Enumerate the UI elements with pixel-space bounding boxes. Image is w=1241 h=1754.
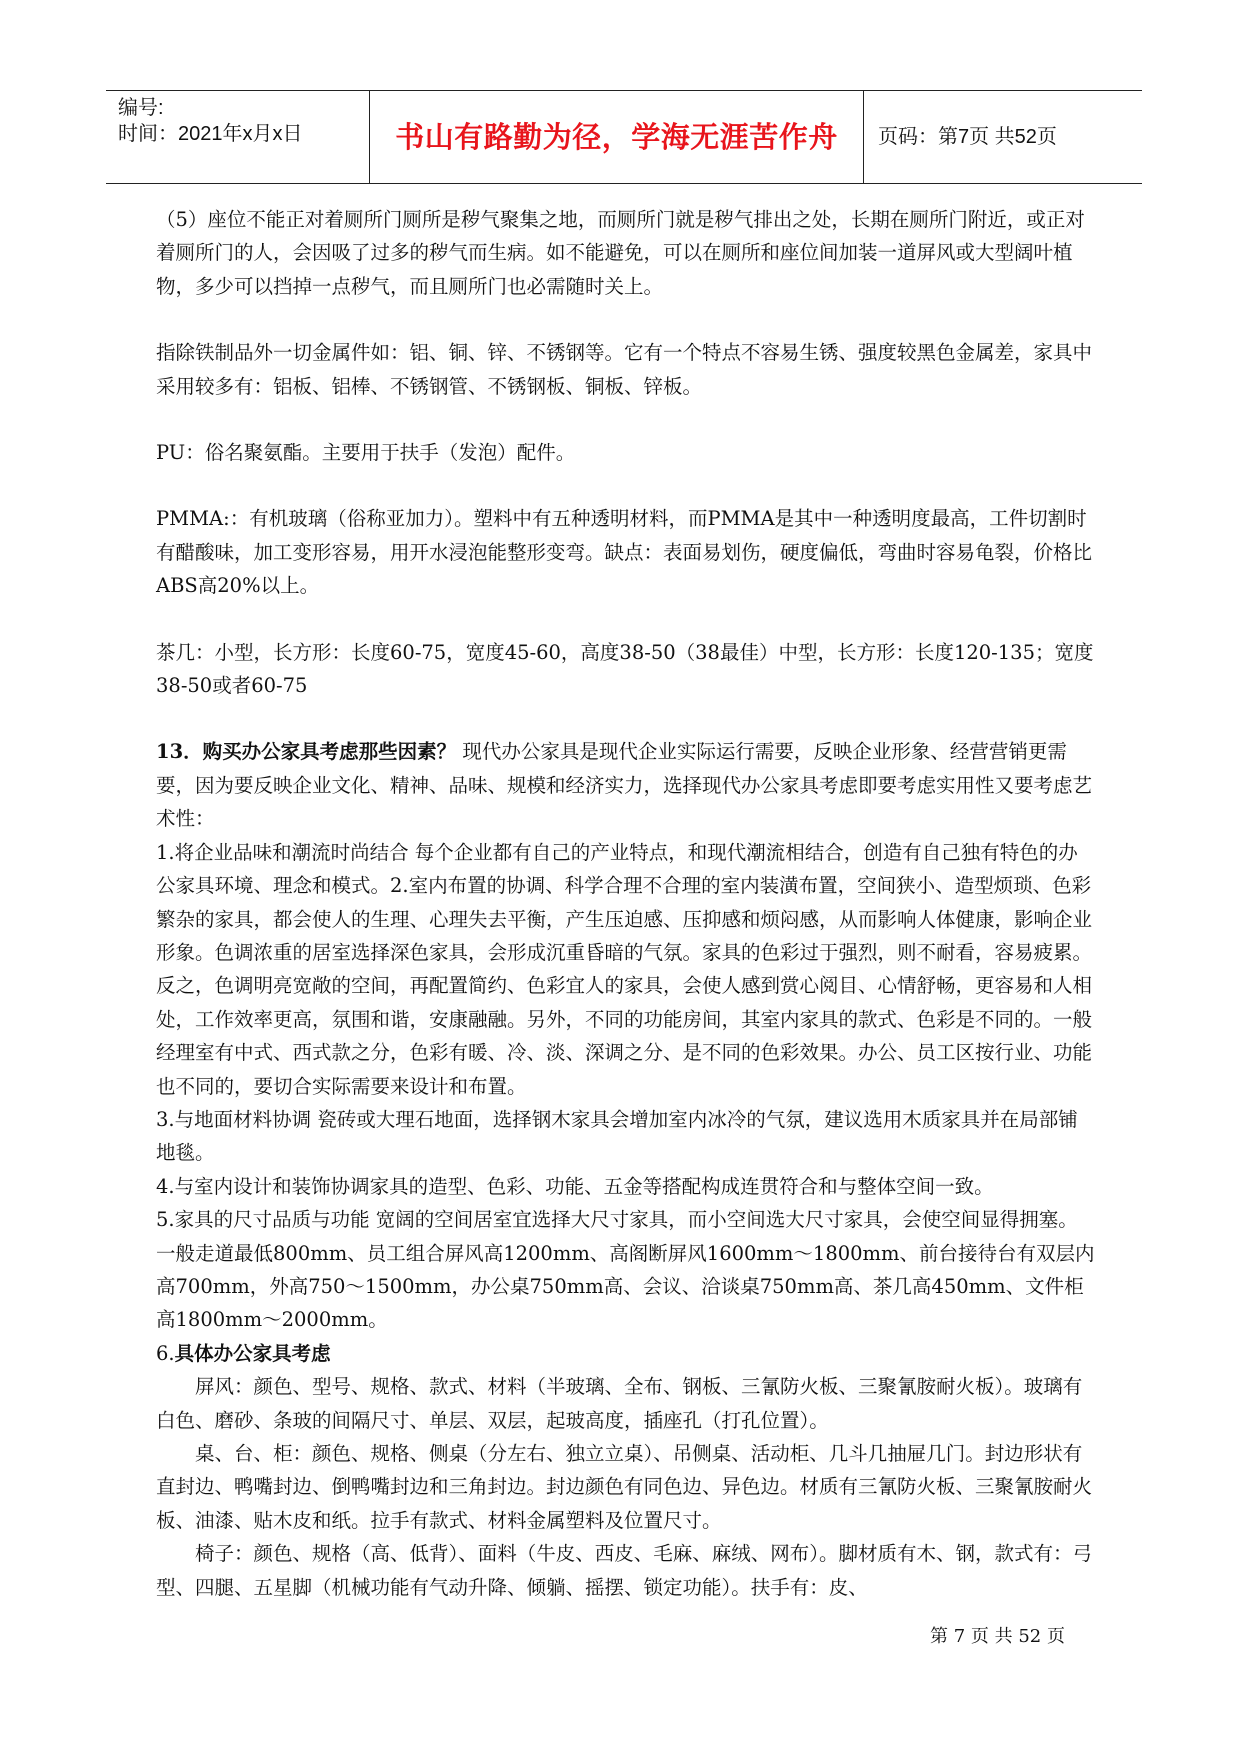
document-time-label: 时间：2021年x月x日 xyxy=(118,123,303,145)
document-body xyxy=(156,203,1096,1604)
paragraph: 屏风：颜色、型号、规格、款式、材料（半玻璃、全布、钢板、三氰防火板、三聚氰胺耐火板）。玻璃有白色、磨砂、条玻的间隔尺寸、单层、双层，起玻高度，插座孔（打孔位置）。 xyxy=(156,1375,1083,1432)
document-number-label: 编号: xyxy=(118,97,164,119)
paragraph: 指除铁制品外一切金属件如：铝、铜、锌、不锈钢等。它有一个特点不容易生锈、强度较黑色金属差，家具中采用较多有：铝板、铝棒、不锈钢管、不锈钢板、铜板、锌板。 xyxy=(156,341,1093,398)
paragraph: 1.将企业品味和潮流时尚结合 每个企业都有自己的产业特点，和现代潮流相结合，创造有自己独有特色的办公家具环境、理念和模式。2.室内布置的协调、科学合理不合理的室内装潢布置，空间狭小、造型烦琐、色彩繁杂的家具，都会使人的生理、心理失去平衡，产生压迫感、压抑感和烦闷感，从而影响人体健康，影响企业形象。色调浓重的居室选择深色家具，会形成沉重昏暗的气氛。家具的色彩过于强烈，则不耐看，容易疲累。反之，色调明亮宽敞的空间，再配置简约、色彩宜人的家具，会使人感到赏心阅目、心情舒畅，更容易和人相处，工作效率更高，氛围和谐，安康融融。另外，不同的功能房间，其室内家具的款式、色彩是不同的。一般经理室有中式、西式款之分，色彩有暖、冷、淡、深调之分、是不同的色彩效果。办公、员工区按行业、功能也不同的，要切合实际需要来设计和布置。 xyxy=(156,840,1093,1098)
header-motto: 书山有路勤为径，学海无涯苦作舟 xyxy=(395,120,838,154)
section-heading: 具体办公家具考虑 xyxy=(174,1341,331,1365)
paragraph: PMMA:：有机玻璃（俗称亚加力）。塑料中有五种透明材料，而PMMA是其中一种透明度最高，工件切割时有醋酸味，加工变形容易，用开水浸泡能整形变弯。缺点：表面易划伤，硬度偏低，弯曲时容易龟裂，价格比ABS高20%以上。 xyxy=(156,507,1093,598)
page-footer: 第 7 页 共 52 页 xyxy=(930,1626,1065,1647)
page-header xyxy=(106,90,1142,184)
paragraph: 桌、台、柜：颜色、规格、侧桌（分左右、独立立桌）、吊侧桌、活动柜、几斗几抽屉几门。封边形状有直封边、鸭嘴封边、倒鸭嘴封边和三角封边。封边颜色有同色边、异色边。材质有三氰防火板、三聚氰胺耐火板、油漆、贴木皮和纸。拉手有款式、材料金属塑料及位置尺寸。 xyxy=(156,1442,1093,1532)
paragraph: 椅子：颜色、规格（高、低背）、面料（牛皮、西皮、毛麻、麻绒、网布）。脚材质有木、钢，款式有：弓型、四腿、五星脚（机械功能有气动升降、倾躺、摇摆、锁定功能）。扶手有：皮、 xyxy=(156,1542,1093,1599)
list-number: 6. xyxy=(156,1341,175,1365)
header-divider xyxy=(863,91,864,183)
header-page-code: 页码：第7页 共52页 xyxy=(878,126,1057,148)
paragraph: 4.与室内设计和装饰协调家具的造型、色彩、功能、五金等搭配构成连贯符合和与整体空间一致。 xyxy=(156,1174,994,1198)
paragraph xyxy=(156,1337,1096,1370)
paragraph xyxy=(156,735,1096,835)
paragraph: PU：俗名聚氨酯。主要用于扶手（发泡）配件。 xyxy=(156,441,576,465)
paragraph: 3.与地面材料协调 瓷砖或大理石地面，选择钢木家具会增加室内冰冷的气氛，建议选用木质家具并在局部铺地毯。 xyxy=(156,1107,1078,1165)
paragraph-text: 现代办公家具是现代企业实际运行需要，反映企业形象、经营营销更需要，因为要反映企业文化、精神、品味、规模和经济实力，选择现代办公家具考虑即要考虑实用性又要考虑艺术性： xyxy=(156,740,1093,831)
paragraph: 5.家具的尺寸品质与功能 宽阔的空间居室宜选择大尺寸家具，而小空间选大尺寸家具，会使空间显得拥塞。一般走道最低800mm、员工组合屏风高1200mm、高阁断屏风1600mm～1800mm、前台接待台有双层内高700mm，外高750～1500mm，办公桌750mm高、会议、洽谈桌750mm高、茶几高450mm、文件柜高1800mm～2000mm。 xyxy=(156,1208,1095,1332)
paragraph: 茶几：小型，长方形：长度60-75，宽度45-60，高度38-50（38最佳）中型，长方形：长度120-135；宽度38-50或者60-75 xyxy=(156,640,1094,698)
section-heading: 13．购买办公家具考虑那些因素？ xyxy=(156,740,457,764)
paragraph: （5）座位不能正对着厕所门厕所是秽气聚集之地，而厕所门就是秽气排出之处，长期在厕所门附近，或正对着厕所门的人，会因吸了过多的秽气而生病。如不能避免，可以在厕所和座位间加装一道屏风或大型阔叶植物，多少可以挡掉一点秽气，而且厕所门也必需随时关上。 xyxy=(156,208,1085,298)
